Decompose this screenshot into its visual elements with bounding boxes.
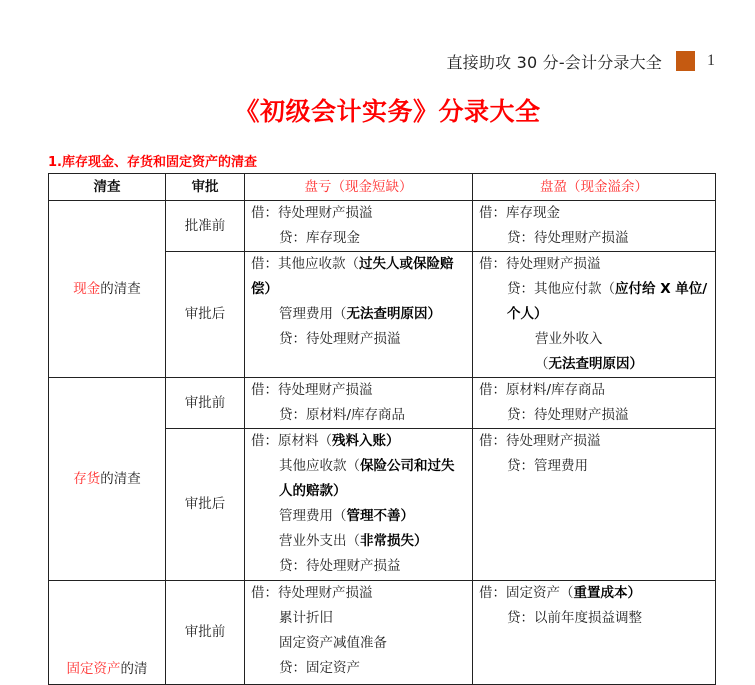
journal-line bbox=[251, 302, 466, 327]
journal-line-text: 贷：待处理财产损溢 bbox=[507, 230, 629, 246]
journal-line bbox=[251, 529, 466, 554]
journal-line bbox=[479, 378, 709, 403]
table-header-row bbox=[49, 174, 716, 201]
journal-line-note: 保险公司和过失人的赔款） bbox=[279, 458, 455, 499]
journal-line-text: 借：待处理财产损溢 bbox=[251, 382, 373, 398]
loss-entry-cell bbox=[245, 201, 473, 252]
header-accent-square bbox=[676, 51, 695, 71]
journal-line-note: 无法查明原因） bbox=[548, 356, 643, 372]
gain-entry-cell bbox=[473, 201, 716, 252]
document-title: 《初级会计实务》分录大全 bbox=[234, 97, 541, 126]
page-header bbox=[446, 48, 715, 74]
journal-line-text: 固定资产减值准备 bbox=[279, 635, 387, 651]
journal-line bbox=[479, 277, 709, 327]
gain-entry-cell bbox=[473, 429, 716, 581]
journal-line bbox=[479, 606, 709, 631]
journal-line-text: 其他应收款（ bbox=[279, 458, 360, 474]
journal-line-text: 借：待处理财产损溢 bbox=[251, 205, 373, 221]
journal-line bbox=[479, 226, 709, 251]
journal-line-text: 贷：固定资产 bbox=[279, 660, 360, 676]
header-loss: 盘亏（现金短缺） bbox=[245, 174, 473, 201]
journal-line-text: 贷：以前年度损益调整 bbox=[507, 610, 642, 626]
journal-line bbox=[479, 454, 709, 479]
journal-line-text: 借：待处理财产损溢 bbox=[479, 433, 601, 449]
journal-line-text: 贷：待处理财产损溢 bbox=[507, 407, 629, 423]
journal-line-text: 贷：管理费用 bbox=[507, 458, 588, 474]
journal-line-text: 贷：其他应付款（ bbox=[507, 281, 615, 297]
journal-line-note: 应付给 X 单位/个人） bbox=[507, 281, 708, 322]
category-label: 的清查 bbox=[100, 280, 141, 297]
approval-stage: 审批后 bbox=[166, 252, 245, 378]
page-number: 1 bbox=[707, 52, 715, 69]
journal-line-text: 贷：待处理财产损溢 bbox=[279, 331, 401, 347]
approval-stage: 审批后 bbox=[166, 429, 245, 581]
journal-line bbox=[479, 252, 709, 277]
approval-stage: 审批前 bbox=[166, 581, 245, 685]
journal-line bbox=[251, 454, 466, 504]
loss-entry-cell bbox=[245, 252, 473, 378]
journal-line-text: 管理费用（ bbox=[279, 508, 347, 524]
journal-line-text: 借：固定资产（ bbox=[479, 585, 574, 601]
journal-line bbox=[251, 554, 466, 579]
journal-line-text: 借：原材料/库存商品 bbox=[479, 382, 606, 398]
loss-entry-cell bbox=[245, 429, 473, 581]
approval-stage: 审批前 bbox=[166, 378, 245, 429]
table-row bbox=[49, 378, 716, 429]
journal-line bbox=[251, 327, 466, 352]
journal-line bbox=[251, 631, 466, 656]
journal-line bbox=[251, 226, 466, 251]
journal-line bbox=[251, 504, 466, 529]
journal-line-text: 累计折旧 bbox=[279, 610, 333, 626]
journal-line bbox=[251, 429, 466, 454]
gain-entry-cell bbox=[473, 581, 716, 685]
category-cell bbox=[49, 201, 166, 378]
journal-line-text: 借：原材料（ bbox=[251, 433, 332, 449]
journal-line-text: 贷：待处理财产损益 bbox=[279, 558, 401, 574]
journal-line-note: 无法查明原因） bbox=[346, 306, 441, 322]
journal-line-text: 营业外支出（ bbox=[279, 533, 360, 549]
journal-line-text: 借：其他应收款（ bbox=[251, 256, 359, 272]
journal-line bbox=[479, 581, 709, 606]
journal-line-note: 过失人或保险赔偿） bbox=[251, 256, 454, 297]
loss-entry-cell bbox=[245, 581, 473, 685]
header-inventory-check: 清查 bbox=[49, 174, 166, 201]
journal-line bbox=[479, 429, 709, 454]
journal-line-text: 借：库存现金 bbox=[479, 205, 560, 221]
journal-line bbox=[479, 201, 709, 226]
loss-entry-cell bbox=[245, 378, 473, 429]
journal-line bbox=[251, 656, 466, 681]
category-highlight: 现金 bbox=[73, 280, 101, 297]
header-title: 直接助攻 30 分-会计分录大全 bbox=[446, 52, 662, 72]
journal-line-text: 借：待处理财产损溢 bbox=[251, 585, 373, 601]
journal-line-text: 贷：原材料/库存商品 bbox=[279, 407, 406, 423]
approval-stage: 批准前 bbox=[166, 201, 245, 252]
journal-line bbox=[479, 403, 709, 428]
header-approval: 审批 bbox=[166, 174, 245, 201]
category-cell bbox=[49, 378, 166, 581]
journal-line-note: 残料入账） bbox=[332, 433, 400, 449]
journal-line bbox=[251, 403, 466, 428]
journal-line-note: 非常损失） bbox=[360, 533, 428, 549]
journal-line bbox=[251, 378, 466, 403]
table-row bbox=[49, 581, 716, 685]
table-row bbox=[49, 201, 716, 252]
journal-line bbox=[251, 606, 466, 631]
journal-line bbox=[479, 327, 709, 377]
journal-line bbox=[251, 252, 466, 302]
category-cell bbox=[49, 581, 166, 685]
journal-line-text: 借：待处理财产损溢 bbox=[479, 256, 601, 272]
journal-line-text: 管理费用（ bbox=[279, 306, 347, 322]
section-heading: 1.库存现金、存货和固定资产的清查 bbox=[48, 155, 257, 170]
category-label: 的清查 bbox=[100, 470, 141, 487]
category-highlight: 固定资产 bbox=[66, 661, 121, 677]
journal-line-note: 管理不善） bbox=[346, 508, 414, 524]
category-label: 的清 bbox=[120, 661, 148, 677]
category-highlight: 存货 bbox=[73, 470, 101, 487]
journal-line-text: 贷：库存现金 bbox=[279, 230, 360, 246]
journal-entries-table bbox=[48, 173, 716, 685]
journal-line bbox=[251, 581, 466, 606]
journal-line-note: 重置成本） bbox=[573, 585, 641, 601]
header-gain: 盘盈（现金溢余） bbox=[473, 174, 716, 201]
journal-line bbox=[251, 201, 466, 226]
journal-line-text: 营业外收入（ bbox=[535, 331, 603, 372]
gain-entry-cell bbox=[473, 378, 716, 429]
gain-entry-cell bbox=[473, 252, 716, 378]
